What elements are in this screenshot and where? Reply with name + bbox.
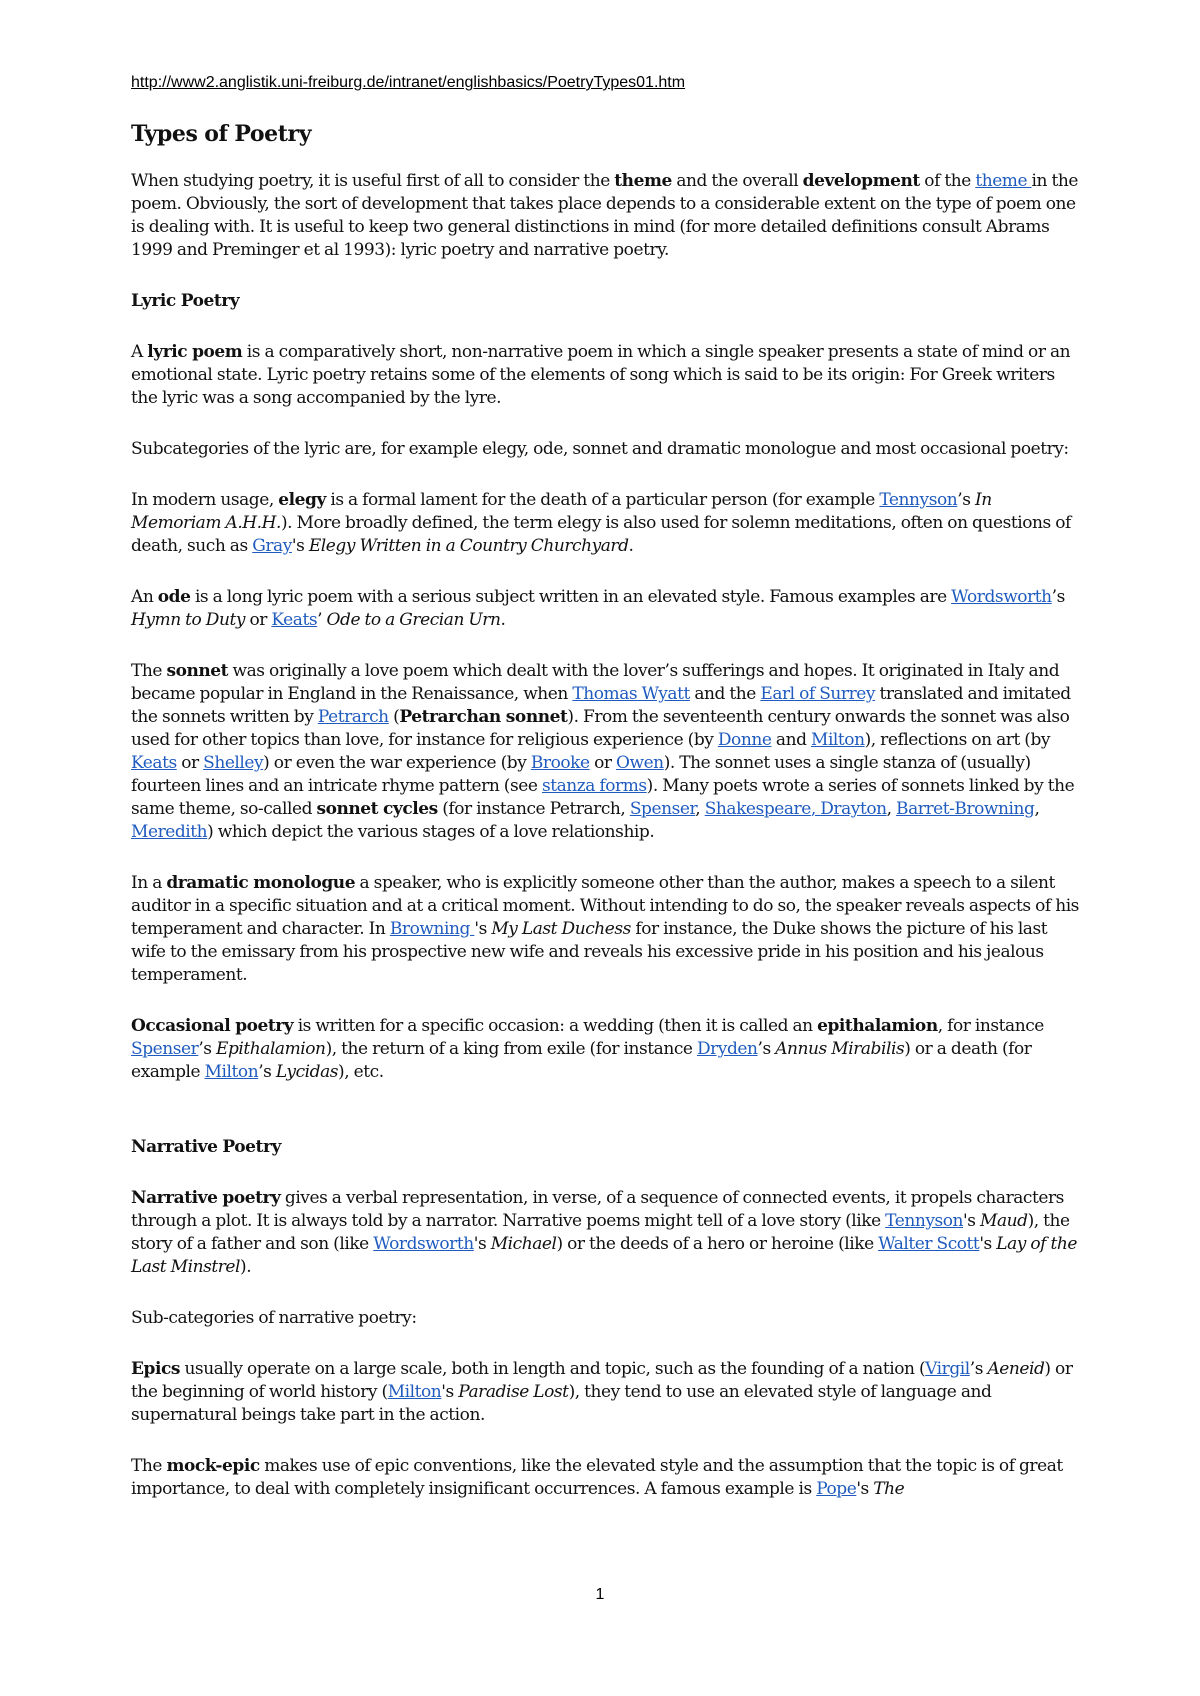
ode-text: . <box>500 610 506 630</box>
link-spenser[interactable]: Spenser <box>131 1039 199 1059</box>
source-url[interactable]: http://www2.anglistik.uni-freiburg.de/intranet/englishbasics/PoetryTypes01.htm <box>131 74 686 91</box>
title-lay-of-last-minstrel: Lay of the Last Minstrel <box>131 1234 1077 1277</box>
mock-epic-paragraph <box>131 1455 1081 1501</box>
narrative-text: ) or the deeds of a hero or heroine (like <box>556 1234 879 1254</box>
sonnet-text: ) or even the war experience (by <box>263 753 531 773</box>
subcategories-paragraph: Subcategories of the lyric are, for example elegy, ode, sonnet and dramatic monologue and most occasional poetry: <box>131 439 1069 459</box>
link-shakespeare[interactable]: Shakespeare <box>704 799 811 819</box>
intro-text: of the <box>919 171 976 191</box>
ode-text: An <box>131 587 158 607</box>
epics-text: ), they tend to use an elevated style of language and supernatural beings take part in the action. <box>131 1382 992 1425</box>
ode-text: ’ <box>317 610 327 630</box>
title-aeneid: Aeneid <box>987 1359 1045 1379</box>
occasional-text: ’s <box>198 1039 216 1059</box>
occasional-text: ) or a death (for example <box>131 1039 1032 1082</box>
title-epithalamion: Epithalamion <box>216 1039 326 1059</box>
elegy-text: ). More broadly defined, the term elegy is also used for solemn meditations, often on questions of death, such as <box>131 513 1071 556</box>
title-maud: Maud <box>980 1211 1028 1231</box>
narrative-text: ). <box>240 1257 252 1277</box>
sonnet-text: ( <box>388 707 400 727</box>
title-michael: Michael <box>490 1234 557 1254</box>
link-meredith[interactable]: Meredith <box>131 822 208 842</box>
sonnet-text: or <box>176 753 204 773</box>
monologue-text: In a <box>131 873 167 893</box>
term-epics: Epics <box>131 1359 180 1379</box>
sonnet-text: ), reflections on art (by <box>864 730 1051 750</box>
narrative-text: ), the story of a father and son (like <box>131 1211 1070 1254</box>
monologue-text: for instance, the Duke shows the picture of his last wife to the emissary from his prospective new wife and reveals his excessive pride in his position and his jealous temperament. <box>131 919 1048 985</box>
link-pope[interactable]: Pope <box>816 1479 857 1499</box>
monologue-text: a speaker, who is explicitly someone other than the author, makes a speech to a silent auditor in a specific situation and at a critical moment. Without intending to do so, the speaker reveals aspects of his temperament and character. In <box>131 873 1079 939</box>
term-lyric-poem: lyric poem <box>147 342 243 362</box>
intro-text: and the overall <box>671 171 803 191</box>
sonnet-text: and <box>771 730 811 750</box>
elegy-paragraph <box>131 489 1081 558</box>
lyric-definition-paragraph <box>131 341 1081 410</box>
intro-paragraph <box>131 170 1081 262</box>
link-brooke[interactable]: Brooke <box>530 753 590 773</box>
link-owen[interactable]: Owen <box>615 753 664 773</box>
epics-text: ) or the beginning of world history ( <box>131 1359 1073 1402</box>
sonnet-text: ). Many poets wrote a series of sonnets linked by the same theme, so-called <box>131 776 1075 819</box>
title-annus-mirabilis: Annus Mirabilis <box>775 1039 905 1059</box>
link-tennyson[interactable]: Tennyson <box>879 490 958 510</box>
term-occasional-poetry: Occasional poetry <box>131 1016 294 1036</box>
link-stanza-forms[interactable]: stanza forms <box>541 776 647 796</box>
mockepic-text: 's <box>856 1479 874 1499</box>
link-drayton[interactable]: , Drayton <box>810 799 887 819</box>
link-dryden[interactable]: Dryden <box>696 1039 758 1059</box>
narrative-definition-paragraph <box>131 1187 1081 1279</box>
sonnet-text: was originally a love poem which dealt with the lover’s sufferings and hopes. It originated in Italy and became popular in England in the Renaissance, when <box>131 661 1060 704</box>
heading-lyric-poetry: Lyric Poetry <box>131 291 240 311</box>
sonnet-text: translated and imitated the sonnets written by <box>131 684 1071 727</box>
intro-text: When studying poetry, it is useful first of all to consider the <box>131 171 615 191</box>
title-my-last-duchess: My Last Duchess <box>491 919 631 939</box>
mockepic-text: makes use of epic conventions, like the elevated style and the assumption that the topic is of great importance, to deal with completely insignificant occurrences. A famous example is <box>131 1456 1063 1499</box>
lyric-text: A <box>131 342 148 362</box>
link-milton[interactable]: Milton <box>204 1062 259 1082</box>
epics-text: usually operate on a large scale, both in length and topic, such as the founding of a nation ( <box>179 1359 926 1379</box>
term-epithalamion: epithalamion <box>817 1016 938 1036</box>
link-keats[interactable]: Keats <box>271 610 318 630</box>
occasional-text: ), etc. <box>338 1062 384 1082</box>
epics-text: 's <box>441 1382 459 1402</box>
link-gray[interactable]: Gray <box>252 536 292 556</box>
sonnet-text: , <box>1034 799 1040 819</box>
link-wordsworth[interactable]: Wordsworth <box>373 1234 474 1254</box>
link-earl-of-surrey[interactable]: Earl of Surrey <box>760 684 876 704</box>
title-in-memoriam: In Memoriam A.H.H. <box>131 490 992 533</box>
link-spenser[interactable]: Spenser <box>629 799 696 819</box>
term-elegy: elegy <box>278 490 326 510</box>
term-development: development <box>802 171 920 191</box>
term-sonnet: sonnet <box>166 661 229 681</box>
dramatic-monologue-paragraph <box>131 872 1081 987</box>
ode-paragraph <box>131 586 1081 632</box>
link-milton[interactable]: Milton <box>387 1382 442 1402</box>
occasional-text: is written for a specific occasion: a wedding (then it is called an <box>293 1016 818 1036</box>
title-ode-grecian-urn: Ode to a Grecian Urn <box>326 610 501 630</box>
title-elegy-churchyard: Elegy Written in a Country Churchyard <box>308 536 629 556</box>
title-lycidas: Lycidas <box>275 1062 339 1082</box>
sonnet-text: The <box>131 661 167 681</box>
sonnet-text: ). From the seventeenth century onwards the sonnet was also used for other topics than love, for instance for religious experience (by <box>131 707 1070 750</box>
occasional-text: ), the return of a king from exile (for instance <box>325 1039 697 1059</box>
title-paradise-lost: Paradise Lost <box>458 1382 569 1402</box>
elegy-text: ’s <box>957 490 975 510</box>
narrative-text: 's <box>979 1234 997 1254</box>
ode-text: ’s <box>1051 587 1065 607</box>
term-dramatic-monologue: dramatic monologue <box>166 873 356 893</box>
link-virgil[interactable]: Virgil <box>925 1359 970 1379</box>
link-barret-browning[interactable]: Barret-Browning <box>896 799 1035 819</box>
elegy-text: . <box>628 536 634 556</box>
sonnet-paragraph <box>131 660 1081 844</box>
link-petrarch[interactable]: Petrarch <box>317 707 389 727</box>
epics-paragraph <box>131 1358 1081 1427</box>
link-wordsworth[interactable]: Wordsworth <box>951 587 1052 607</box>
sonnet-text: ) which depict the various stages of a love relationship. <box>207 822 655 842</box>
term-narrative-poetry: Narrative poetry <box>131 1188 281 1208</box>
term-sonnet-cycles: sonnet cycles <box>316 799 438 819</box>
page-title: Types of Poetry <box>131 121 312 147</box>
link-browning[interactable]: Browning <box>389 919 475 939</box>
document-body <box>131 120 1081 1529</box>
sonnet-text: (for instance Petrarch, <box>437 799 630 819</box>
occasional-text: , for instance <box>937 1016 1044 1036</box>
sonnet-text: or <box>589 753 616 773</box>
term-petrarchan-sonnet: Petrarchan sonnet <box>399 707 568 727</box>
page-number: 1 <box>595 1586 605 1603</box>
sonnet-text: , <box>886 799 897 819</box>
sonnet-text: ). The sonnet uses a single stanza of (usually) fourteen lines and an intricate rhyme pattern (see <box>131 753 1031 796</box>
elegy-text: In modern usage, <box>131 490 279 510</box>
term-mock-epic: mock-epic <box>166 1456 260 1476</box>
mockepic-text: The <box>131 1456 167 1476</box>
narrative-text: 's <box>963 1211 980 1231</box>
link-thomas-wyatt[interactable]: Thomas Wyatt <box>572 684 690 704</box>
monologue-text: 's <box>474 919 492 939</box>
term-theme: theme <box>614 171 672 191</box>
narrative-text: gives a verbal representation, in verse, of a sequence of connected events, it propels characters through a plot. It is always told by a narrator. Narrative poems might tell of a love story (like <box>131 1188 1064 1231</box>
narrative-text: 's <box>473 1234 491 1254</box>
title-hymn-to-duty: Hymn to Duty <box>131 610 245 630</box>
elegy-text: 's <box>291 536 309 556</box>
lyric-text: is a comparatively short, non-narrative poem in which a single speaker presents a state of mind or an emotional state. Lyric poetry retains some of the elements of song which is said to be its origin: For Greek writers the lyric was a song accompanied by the lyre. <box>131 342 1071 408</box>
ode-text: is a long lyric poem with a serious subject written in an elevated style. Famous examples are <box>190 587 952 607</box>
link-walter-scott[interactable]: Walter Scott <box>878 1234 980 1254</box>
link-theme[interactable]: theme <box>975 171 1032 191</box>
ode-text: or <box>245 610 272 630</box>
epics-text: ’s <box>969 1359 988 1379</box>
link-milton[interactable]: Milton <box>810 730 865 750</box>
term-ode: ode <box>157 587 191 607</box>
heading-narrative-poetry: Narrative Poetry <box>131 1137 281 1157</box>
title-rape-of-the-lock-start: The <box>873 1479 905 1499</box>
link-tennyson[interactable]: Tennyson <box>885 1211 964 1231</box>
sonnet-text: and the <box>689 684 761 704</box>
narrative-subcategories-paragraph: Sub-categories of narrative poetry: <box>131 1308 417 1328</box>
sonnet-text: , <box>695 799 705 819</box>
occasional-text: ’s <box>258 1062 276 1082</box>
link-donne[interactable]: Donne <box>717 730 772 750</box>
occasional-text: ’s <box>757 1039 776 1059</box>
elegy-text: is a formal lament for the death of a particular person (for example <box>325 490 880 510</box>
link-keats[interactable]: Keats <box>131 753 177 773</box>
link-shelley[interactable]: Shelley <box>203 753 264 773</box>
intro-text: in the poem. Obviously, the sort of development that takes place depends to a considerable extent on the type of poem one is dealing with. It is useful to keep two general distinctions in mind (for more detailed definitions consult Abrams 1999 and Preminger et al 1993): lyric poetry and narrative poetry. <box>131 171 1078 260</box>
occasional-poetry-paragraph <box>131 1015 1081 1084</box>
